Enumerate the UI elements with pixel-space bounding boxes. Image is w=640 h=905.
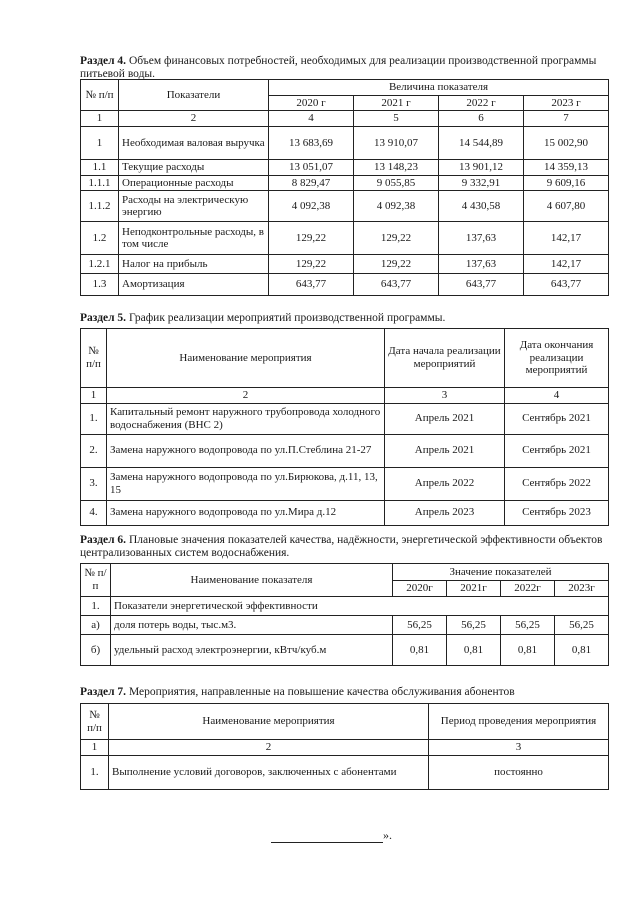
header-year: 2023 г xyxy=(524,95,609,111)
table-cell: 4 430,58 xyxy=(439,191,524,222)
table-cell: Раздел 5. xyxy=(80,312,127,324)
col-number: 1 xyxy=(81,388,107,404)
table-cell: Плановые значения показателей качества, надёжности, энергетической эффективности объектов централизованных систем водоснабжения. xyxy=(80,534,603,560)
table-cell: Операционные расходы xyxy=(119,175,269,191)
table-cell: Капитальный ремонт наружного трубопровода холодного водоснабжения (ВНС 2) xyxy=(107,403,385,434)
col-number: 5 xyxy=(354,111,439,127)
table-cell: 9 332,91 xyxy=(439,175,524,191)
table-cell: 56,25 xyxy=(393,616,447,635)
header-end: Дата окончания реализации мероприятий xyxy=(505,329,609,388)
table-cell: 14 359,13 xyxy=(524,159,609,175)
table-cell: ». xyxy=(383,828,392,842)
header-year: 2020 г xyxy=(269,95,354,111)
header-indicator: Показатели xyxy=(119,80,269,111)
table-cell: 1.1.2 xyxy=(81,191,119,222)
table-cell: 13 683,69 xyxy=(269,126,354,159)
indicators-table xyxy=(80,563,609,666)
closing-line xyxy=(271,829,401,843)
table-cell: Объем финансовых потребностей, необходимых для реализации производственной программы питьевой воды. xyxy=(80,55,597,81)
financial-needs-table xyxy=(80,79,609,296)
table-cell: 0,81 xyxy=(555,635,609,666)
table-cell: 643,77 xyxy=(269,274,354,296)
table-cell: Замена наружного водопровода по ул.Мира д.12 xyxy=(107,500,385,525)
header-year: 2020г xyxy=(393,581,447,597)
table-cell: 1. xyxy=(81,403,107,434)
table-cell: 129,22 xyxy=(354,255,439,274)
table-cell: 1.3 xyxy=(81,274,119,296)
col-number: 1 xyxy=(81,111,119,127)
table-cell: 13 051,07 xyxy=(269,159,354,175)
table-row xyxy=(81,434,609,467)
table-cell: 8 829,47 xyxy=(269,175,354,191)
table-cell: График реализации мероприятий производственной программы. xyxy=(128,312,446,324)
col-number: 3 xyxy=(385,388,505,404)
header-name: Наименование мероприятия xyxy=(109,704,429,740)
table-row xyxy=(81,222,609,255)
table-cell: Замена наружного водопровода по ул.Бирюкова, д.11, 13, 15 xyxy=(107,467,385,500)
table-cell: 9 609,16 xyxy=(524,175,609,191)
table-cell: 1.2 xyxy=(81,222,119,255)
table-cell: 13 901,12 xyxy=(439,159,524,175)
table-cell: Сентябрь 2021 xyxy=(505,434,609,467)
table-cell: постоянно xyxy=(429,755,609,789)
table-cell: Апрель 2022 xyxy=(385,467,505,500)
col-number: 2 xyxy=(109,740,429,756)
table-cell: 56,25 xyxy=(501,616,555,635)
table-cell: 0,81 xyxy=(447,635,501,666)
service-quality-table xyxy=(80,703,609,790)
table-row xyxy=(81,403,609,434)
table-cell: 56,25 xyxy=(555,616,609,635)
table-cell: 13 148,23 xyxy=(354,159,439,175)
table-cell: 1.2.1 xyxy=(81,255,119,274)
table-cell: Апрель 2021 xyxy=(385,434,505,467)
table-cell: Мероприятия, направленные на повышение качества обслуживания абонентов xyxy=(128,686,515,698)
table-cell: Сентябрь 2022 xyxy=(505,467,609,500)
table-cell: 4 092,38 xyxy=(269,191,354,222)
col-number: 7 xyxy=(524,111,609,127)
header-period: Период проведения мероприятия xyxy=(429,704,609,740)
table-cell: 1.1 xyxy=(81,159,119,175)
header-year: 2022г xyxy=(501,581,555,597)
table-row xyxy=(81,635,609,666)
col-number: 2 xyxy=(119,111,269,127)
table-row xyxy=(81,274,609,296)
table-cell: 1. xyxy=(81,755,109,789)
header-year: 2023г xyxy=(555,581,609,597)
table-cell: 2. xyxy=(81,434,107,467)
header-name: Наименование показателя xyxy=(111,564,393,597)
table-cell: Замена наружного водопровода по ул.П.Стеблина 21-27 xyxy=(107,434,385,467)
table-cell: 4 607,80 xyxy=(524,191,609,222)
table-cell: Необходимая валовая выручка xyxy=(119,126,269,159)
table-cell: 137,63 xyxy=(439,222,524,255)
table-cell: 0,81 xyxy=(393,635,447,666)
group-row xyxy=(81,597,609,616)
table-cell: Раздел 4. xyxy=(80,55,127,67)
col-number: 1 xyxy=(81,740,109,756)
table-cell: 15 002,90 xyxy=(524,126,609,159)
col-number: 6 xyxy=(439,111,524,127)
table-cell: Расходы на электрическую энергию xyxy=(119,191,269,222)
table-cell: доля потерь воды, тыс.м3. xyxy=(111,616,393,635)
header-value: Значение показателей xyxy=(393,564,609,581)
table-cell: 4. xyxy=(81,500,107,525)
table-cell: Выполнение условий договоров, заключенных с абонентами xyxy=(109,755,429,789)
table-cell: 643,77 xyxy=(524,274,609,296)
table-row xyxy=(81,191,609,222)
col-number: 4 xyxy=(269,111,354,127)
table-cell: 129,22 xyxy=(269,255,354,274)
header-start: Дата начала реализации мероприятий xyxy=(385,329,505,388)
table-cell: Показатели энергетической эффективности xyxy=(111,597,609,616)
section-7-title xyxy=(80,686,608,699)
table-cell: 3. xyxy=(81,467,107,500)
table-cell: Амортизация xyxy=(119,274,269,296)
header-num: № п/п xyxy=(81,329,107,388)
section-4-title xyxy=(80,55,608,81)
header-name: Наименование мероприятия xyxy=(107,329,385,388)
table-cell: 142,17 xyxy=(524,222,609,255)
table-row xyxy=(81,175,609,191)
schedule-table xyxy=(80,328,609,526)
table-cell: Апрель 2021 xyxy=(385,403,505,434)
table-cell: 0,81 xyxy=(501,635,555,666)
table-row xyxy=(81,255,609,274)
table-cell: Налог на прибыль xyxy=(119,255,269,274)
table-cell: 643,77 xyxy=(354,274,439,296)
table-cell: 9 055,85 xyxy=(354,175,439,191)
table-row xyxy=(81,159,609,175)
section-6-title xyxy=(80,534,608,560)
table-cell: Раздел 7. xyxy=(80,686,127,698)
table-cell: Неподконтрольные расходы, в том числе xyxy=(119,222,269,255)
header-num: № п/п xyxy=(81,80,119,111)
table-row xyxy=(81,500,609,525)
table-row xyxy=(81,126,609,159)
table-cell: 137,63 xyxy=(439,255,524,274)
table-cell: 142,17 xyxy=(524,255,609,274)
table-row xyxy=(81,755,609,789)
table-cell: Раздел 6. xyxy=(80,534,127,546)
table-cell: 4 092,38 xyxy=(354,191,439,222)
col-number: 3 xyxy=(429,740,609,756)
header-value: Величина показателя xyxy=(269,80,609,96)
header-num: № п/п xyxy=(81,564,111,597)
col-number: 2 xyxy=(107,388,385,404)
table-cell: а) xyxy=(81,616,111,635)
table-cell: 56,25 xyxy=(447,616,501,635)
table-cell: 643,77 xyxy=(439,274,524,296)
table-cell: 1 xyxy=(81,126,119,159)
header-year: 2021 г xyxy=(354,95,439,111)
table-cell: Сентябрь 2021 xyxy=(505,403,609,434)
col-number: 4 xyxy=(505,388,609,404)
table-cell: 13 910,07 xyxy=(354,126,439,159)
table-cell: 129,22 xyxy=(354,222,439,255)
table-cell: Текущие расходы xyxy=(119,159,269,175)
header-year: 2021г xyxy=(447,581,501,597)
table-cell: 14 544,89 xyxy=(439,126,524,159)
table-row xyxy=(81,467,609,500)
section-5-title xyxy=(80,312,608,325)
table-cell: 1.1.1 xyxy=(81,175,119,191)
table-cell: 129,22 xyxy=(269,222,354,255)
table-cell: Апрель 2023 xyxy=(385,500,505,525)
table-cell: Сентябрь 2023 xyxy=(505,500,609,525)
header-year: 2022 г xyxy=(439,95,524,111)
table-cell: б) xyxy=(81,635,111,666)
table-row xyxy=(81,616,609,635)
header-num: № п/п xyxy=(81,704,109,740)
table-cell: 1. xyxy=(81,597,111,616)
table-cell: удельный расход электроэнергии, кВтч/куб.м xyxy=(111,635,393,666)
